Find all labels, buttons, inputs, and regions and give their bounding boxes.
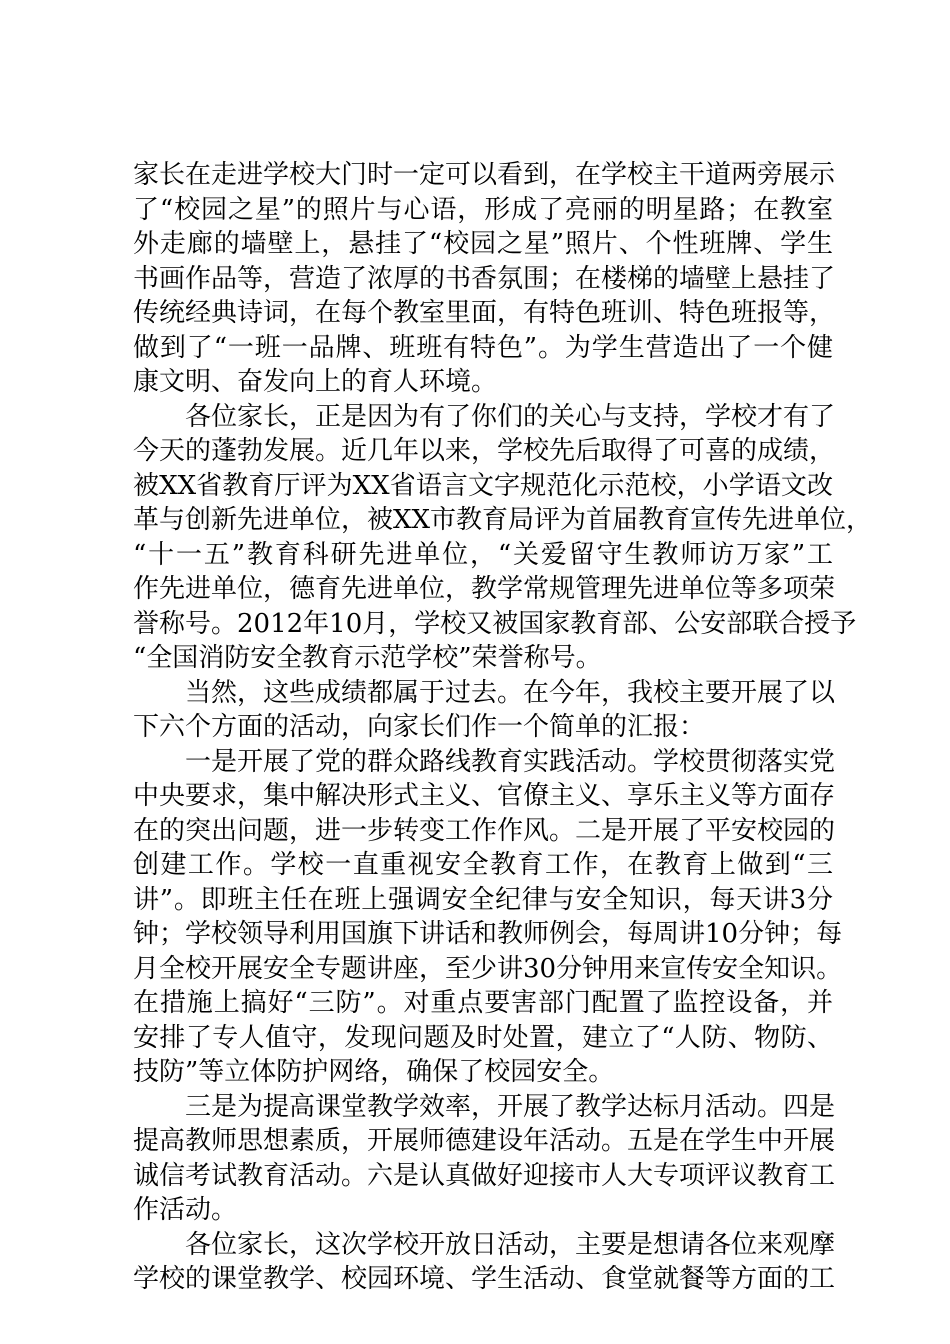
paragraph-first-line: 各位家长，正是因为有了你们的关心与支持，学校才有了 <box>185 401 836 432</box>
text-line: 在的突出问题，进一步转变工作作风。二是开展了平安校园的 <box>133 815 836 846</box>
paragraph-first-line: 当然，这些成绩都属于过去。在今年，我校主要开展了以 <box>185 677 836 708</box>
text-line: 提高教师思想素质，开展师德建设年活动。五是在学生中开展 <box>133 1126 836 1156</box>
text-line: 革与创新先进单位，被XX市教育局评为首届教育宣传先进单位， <box>133 505 873 535</box>
text-line: 做到了“一班一品牌、班班有特色”。为学生营造出了一个健 <box>133 332 833 363</box>
text-line: 在措施上搞好“三防”。对重点要害部门配置了监控设备，并 <box>133 988 833 1018</box>
text-line: 作活动。 <box>133 1195 238 1225</box>
paragraph-first-line: 三是为提高课堂教学效率，开展了教学达标月活动。四是 <box>185 1091 836 1122</box>
body-text <box>133 158 873 1297</box>
text-line: 安排了专人值守，发现问题及时处置，建立了“人防、物防、 <box>133 1022 833 1053</box>
text-line: 书画作品等，营造了浓厚的书香氛围；在楼梯的墙壁上悬挂了 <box>133 263 836 294</box>
text-line: 传统经典诗词，在每个教室里面，有特色班训、特色班报等， <box>133 298 836 328</box>
text-line: 了“校园之星”的照片与心语，形成了亮丽的明星路；在教室 <box>133 194 833 225</box>
text-line: 家长在走进学校大门时一定可以看到，在学校主干道两旁展示 <box>133 160 836 190</box>
text-line: 学校的课堂教学、校园环境、学生活动、食堂就餐等方面的工 <box>133 1264 836 1294</box>
paragraph-first-line: 各位家长，这次学校开放日活动，主要是想请各位来观摩 <box>185 1229 836 1260</box>
text-line: 誉称号。2012年10月，学校又被国家教育部、公安部联合授予 <box>133 608 857 639</box>
text-line: 康文明、奋发向上的育人环境。 <box>133 367 498 397</box>
text-line: 钟；学校领导利用国旗下讲话和教师例会，每周讲10分钟；每 <box>133 919 843 949</box>
text-line: “十一五”教育科研先进单位，“关爱留守生教师访万家”工 <box>133 539 833 570</box>
text-line: 诚信考试教育活动。六是认真做好迎接市人大专项评议教育工 <box>133 1160 836 1191</box>
text-line: 被XX省教育厅评为XX省语言文字规范化示范校，小学语文改 <box>133 470 833 501</box>
text-line: 下六个方面的活动，向家长们作一个简单的汇报： <box>133 712 706 742</box>
text-line: 中央要求，集中解决形式主义、官僚主义、享乐主义等方面存 <box>133 781 836 811</box>
text-line: 外走廊的墙壁上，悬挂了“校园之星”照片、个性班牌、学生 <box>133 229 833 259</box>
text-line: 创建工作。学校一直重视安全教育工作，在教育上做到“三 <box>133 850 833 880</box>
text-line: 今天的蓬勃发展。近几年以来，学校先后取得了可喜的成绩， <box>133 436 836 466</box>
paragraph-first-line: 一是开展了党的群众路线教育实践活动。学校贯彻落实党 <box>185 746 836 777</box>
text-line: “全国消防安全教育示范学校”荣誉称号。 <box>133 643 602 673</box>
text-line: 技防”等立体防护网络，确保了校园安全。 <box>133 1057 615 1087</box>
text-line: 月全校开展安全专题讲座，至少讲30分钟用来宣传安全知识。 <box>133 953 843 984</box>
text-line: 作先进单位，德育先进单位，教学常规管理先进单位等多项荣 <box>133 574 836 604</box>
text-line: 讲”。即班主任在班上强调安全纪律与安全知识，每天讲3分 <box>133 884 833 915</box>
